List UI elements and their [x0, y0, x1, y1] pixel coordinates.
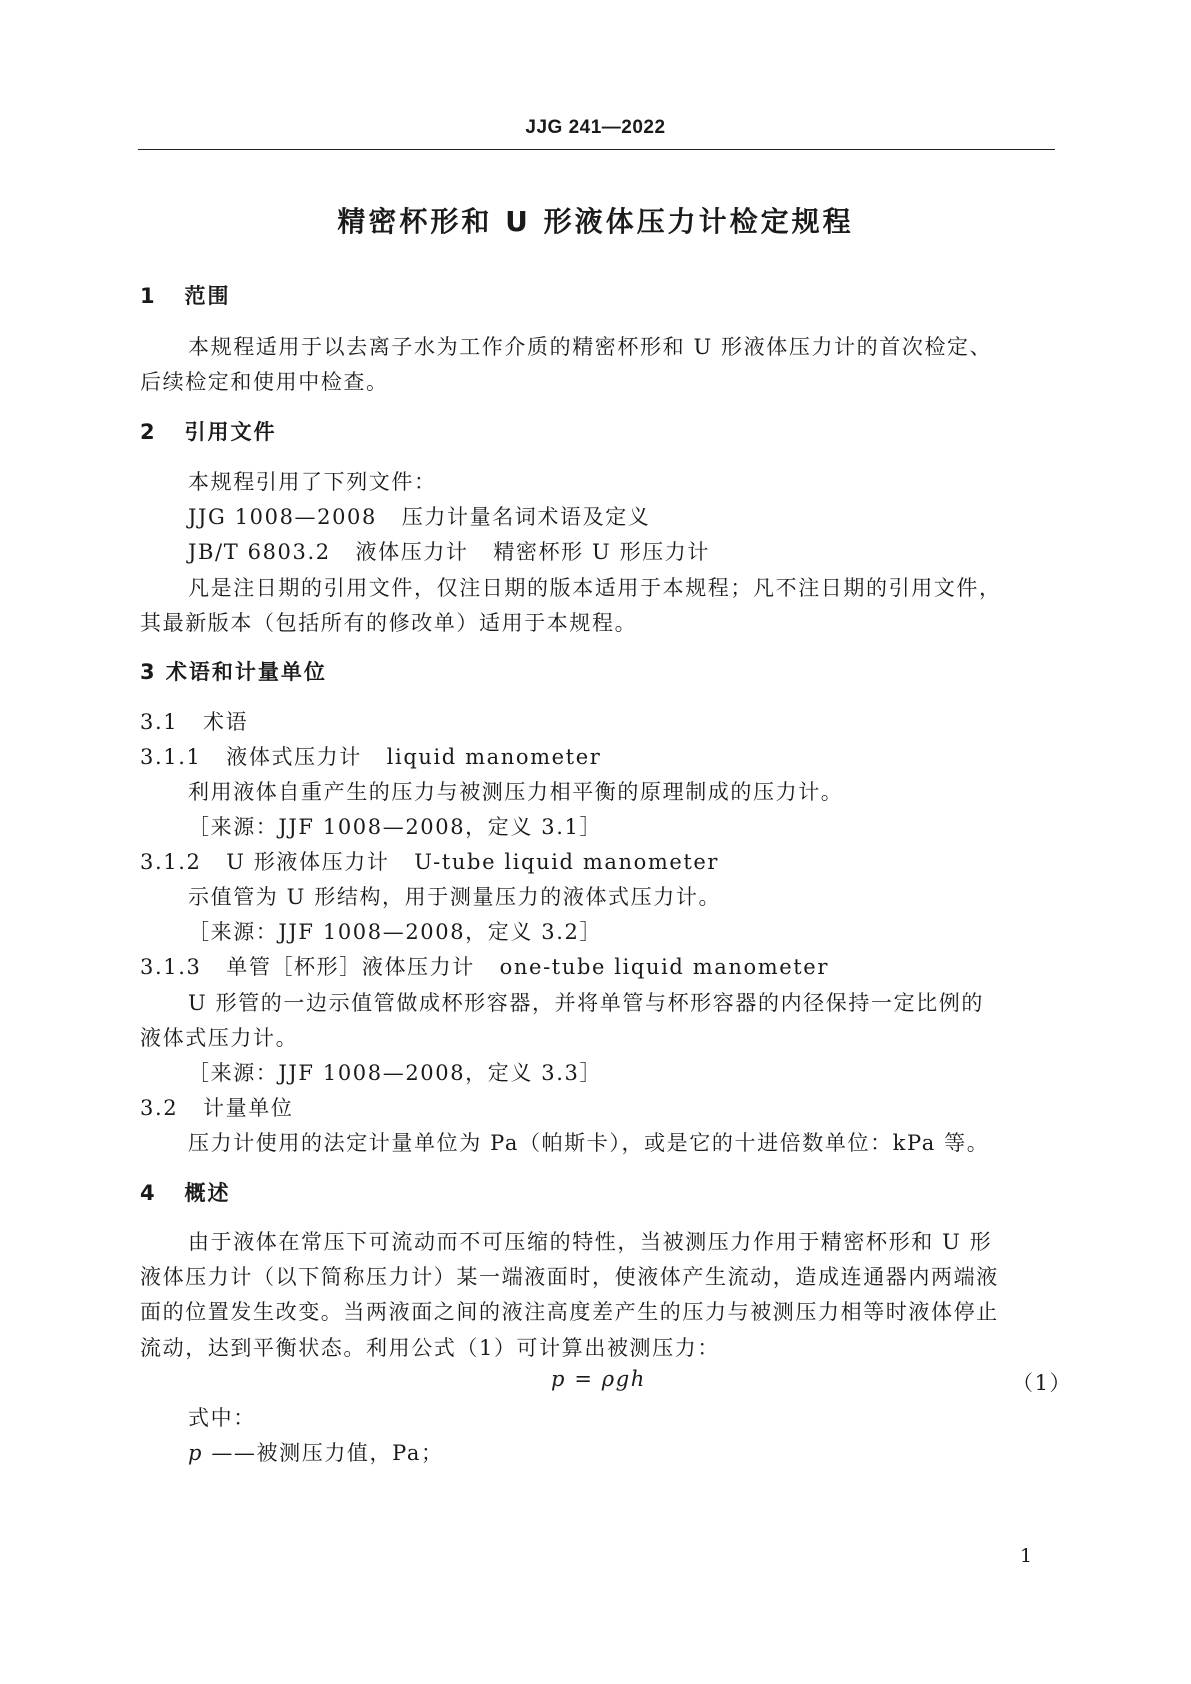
header-rule	[138, 149, 1055, 150]
reference-jbt-6803: JB/T 6803.2 液体压力计 精密杯形 U 形压力计	[188, 540, 710, 564]
section-1-heading: 1 范围	[140, 284, 231, 308]
section-3-heading: 3 术语和计量单位	[140, 660, 327, 684]
section-4-paragraph-line-2: 液体压力计（以下简称压力计）某一端液面时，使液体产生流动，造成连通器内两端液	[140, 1265, 999, 1289]
clause-3-1-3: 3.1.3 单管［杯形］液体压力计 one-tube liquid manometer	[140, 955, 829, 979]
section-1-paragraph-line-2: 后续检定和使用中检查。	[140, 370, 389, 394]
section-4-paragraph-line-4: 流动，达到平衡状态。利用公式（1）可计算出被测压力：	[140, 1336, 720, 1360]
section-2-heading: 2 引用文件	[140, 420, 277, 444]
section-2-intro: 本规程引用了下列文件：	[188, 470, 437, 494]
clause-3-1-2-definition: 示值管为 U 形结构，用于测量压力的液体式压力计。	[188, 885, 722, 909]
where-label: 式中：	[188, 1406, 256, 1430]
section-4-heading: 4 概述	[140, 1181, 231, 1205]
formula-1: p = ρgh	[551, 1367, 646, 1391]
clause-3-1-3-definition-line-1: U 形管的一边示值管做成杯形容器，并将单管与杯形容器的内径保持一定比例的	[188, 991, 984, 1015]
section-4-paragraph-line-1: 由于液体在常压下可流动而不可压缩的特性，当被测压力作用于精密杯形和 U 形	[188, 1230, 993, 1254]
clause-3-1-2-source: ［来源：JJF 1008—2008，定义 3.2］	[188, 920, 603, 944]
variable-p-description: ——被测压力值，Pa；	[203, 1441, 444, 1465]
clause-3-2: 3.2 计量单位	[140, 1096, 294, 1120]
section-2-note-line-2: 其最新版本（包括所有的修改单）适用于本规程。	[140, 611, 638, 635]
document-title: 精密杯形和 U 形液体压力计检定规程	[337, 205, 854, 238]
page-number: 1	[1020, 1545, 1033, 1567]
variable-p-symbol: p	[188, 1441, 204, 1465]
section-4-paragraph-line-3: 面的位置发生改变。当两液面之间的液注高度差产生的压力与被测压力相等时液体停止	[140, 1300, 999, 1324]
section-1-paragraph-line-1: 本规程适用于以去离子水为工作介质的精密杯形和 U 形液体压力计的首次检定、	[188, 335, 993, 359]
clause-3-1-2: 3.1.2 U 形液体压力计 U-tube liquid manometer	[140, 850, 720, 874]
section-2-note-line-1: 凡是注日期的引用文件，仅注日期的版本适用于本规程；凡不注日期的引用文件，	[188, 576, 1002, 600]
reference-jjg-1008: JJG 1008—2008 压力计量名词术语及定义	[188, 505, 651, 529]
formula-1-number: （1）	[1012, 1371, 1073, 1395]
clause-3-1-1: 3.1.1 液体式压力计 liquid manometer	[140, 745, 602, 769]
variable-p-definition	[188, 1437, 444, 1467]
clause-3-1-3-definition-line-2: 液体式压力计。	[140, 1026, 299, 1050]
clause-3-1-1-definition: 利用液体自重产生的压力与被测压力相平衡的原理制成的压力计。	[188, 780, 844, 804]
document-header: JJG 241—2022	[525, 117, 666, 138]
clause-3-2-definition: 压力计使用的法定计量单位为 Pa（帕斯卡），或是它的十进倍数单位：kPa 等。	[188, 1131, 990, 1155]
clause-3-1: 3.1 术语	[140, 710, 249, 734]
clause-3-1-3-source: ［来源：JJF 1008—2008，定义 3.3］	[188, 1061, 603, 1085]
clause-3-1-1-source: ［来源：JJF 1008—2008，定义 3.1］	[188, 815, 603, 839]
